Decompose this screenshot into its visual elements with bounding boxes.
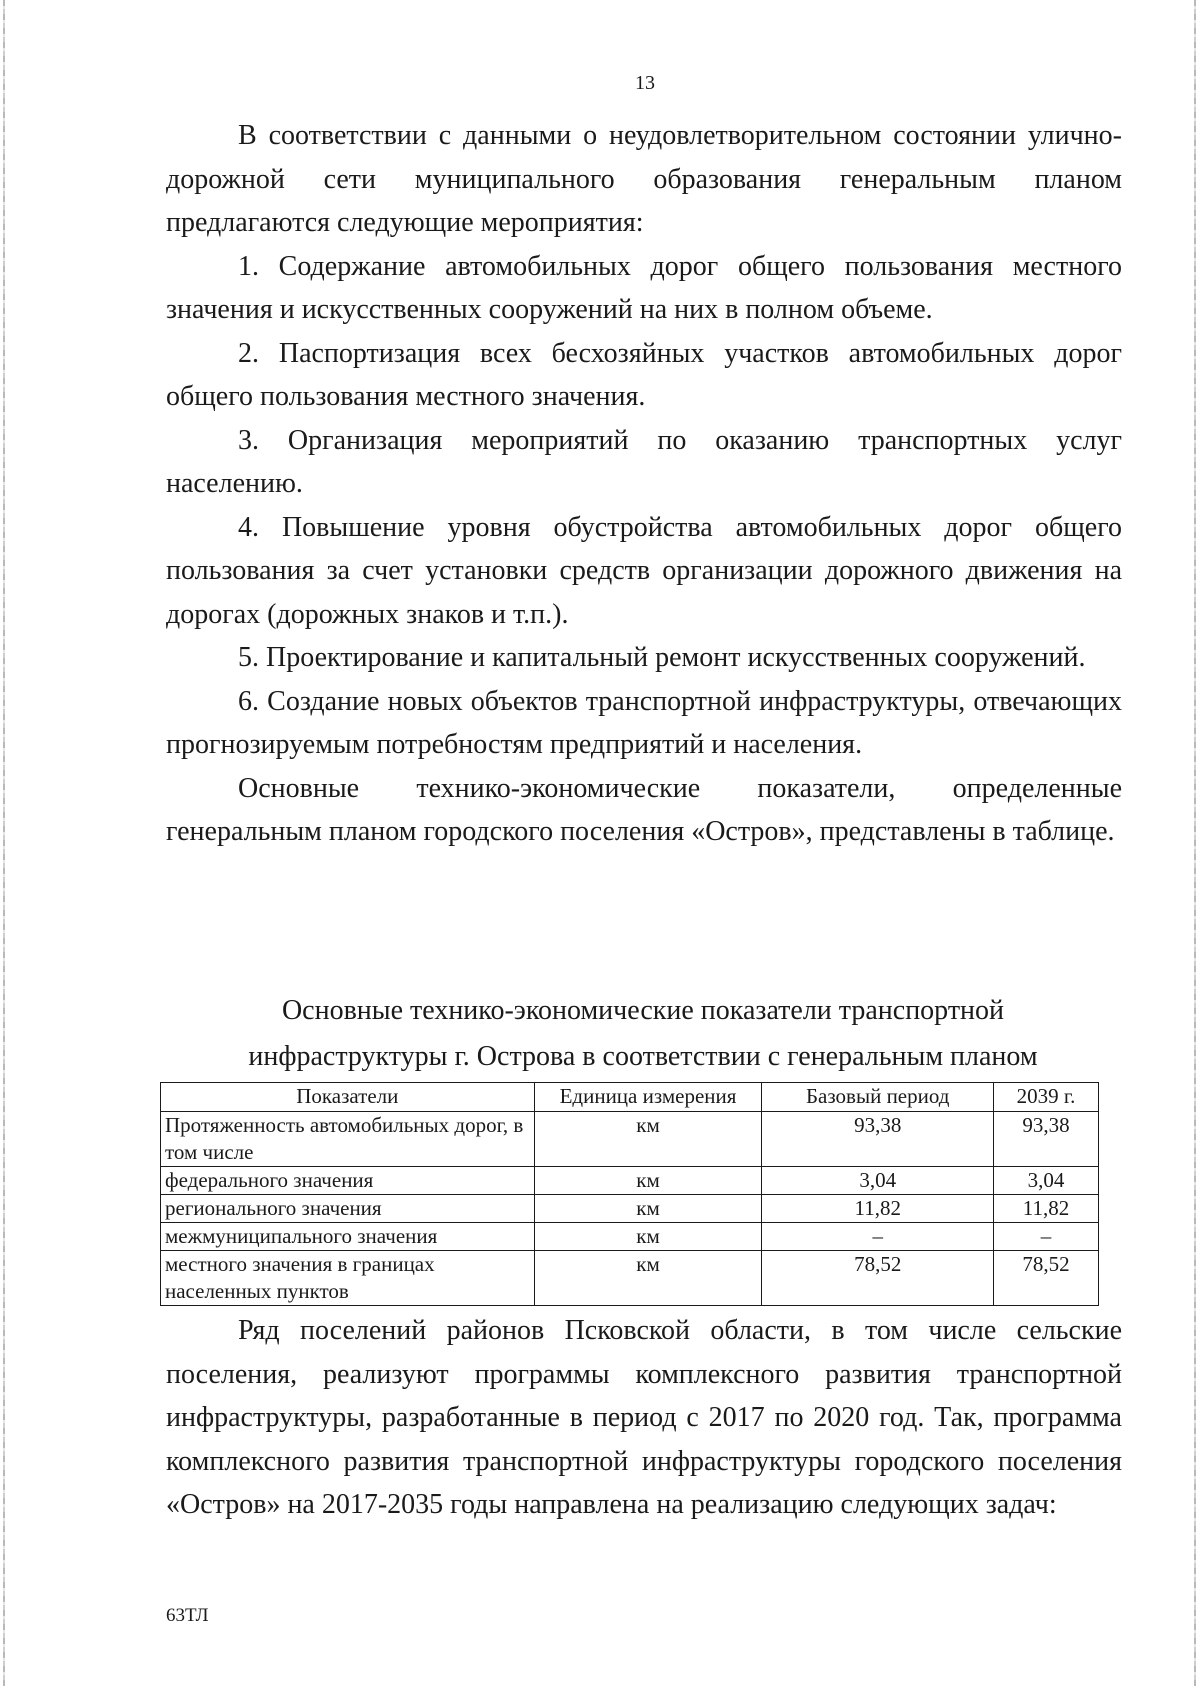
cell-2039: 3,04 [994,1167,1099,1195]
cell-base: 78,52 [762,1251,994,1306]
header-2039: 2039 г. [994,1083,1099,1112]
scan-edge-left [3,0,5,1686]
paragraph-table-reference: Основные технико-экономические показатели, определенные генеральным планом городского поселения «Остров», представлены в таблице. [166,772,1122,847]
paragraph-item-4: 4. Повышение уровня обустройства автомобильных дорог общего пользования за счет установки средств организации дорожного движения на дорогах (дорожных знаков и т.п.). [166,511,1122,630]
scan-edge-right [1194,0,1196,1686]
cell-2039: 11,82 [994,1195,1099,1223]
cell-unit: км [534,1251,762,1306]
cell-indicator: регионального значения [161,1195,535,1223]
table-row [161,1112,1099,1167]
table-row [161,1223,1099,1251]
body-text-top [166,114,1122,854]
paragraph-item-2: 2. Паспортизация всех бесхозяйных участков автомобильных дорог общего пользования местного значения. [166,337,1122,412]
cell-2039: – [994,1223,1099,1251]
paragraph-item-6: 6. Создание новых объектов транспортной инфраструктуры, отвечающих прогнозируемым потребностям предприятий и населения. [166,685,1122,760]
cell-indicator: межмуниципального значения [161,1223,535,1251]
cell-base: 11,82 [762,1195,994,1223]
cell-indicator: Протяженность автомобильных дорог, в том числе [161,1112,535,1167]
cell-base: 3,04 [762,1167,994,1195]
page-number: 13 [635,72,655,94]
indicators-table [160,1082,1099,1306]
body-text-bottom [166,1309,1122,1527]
table-row [161,1195,1099,1223]
cell-indicator: федерального значения [161,1167,535,1195]
table-row [161,1167,1099,1195]
paragraph-programs: Ряд поселений районов Псковской области, в том числе сельские поселения, реализуют программы комплексного развития транспортной инфраструктуры, разработанные в период с 2017 по 2020 год. Так, программа комплексного развития транспортной инфраструктуры городского поселения «Остров» на 2017-2035 годы направлена на реализацию следующих задач: [166,1315,1122,1520]
table-title-line-1: Основные технико-экономические показатели транспортной [281,995,1005,1026]
cell-unit: км [534,1195,762,1223]
cell-unit: км [534,1167,762,1195]
paragraph-item-5: 5. Проектирование и капитальный ремонт искусственных сооружений. [238,642,1086,673]
cell-unit: км [534,1223,762,1251]
header-indicators: Показатели [161,1083,535,1112]
paragraph-item-1: 1. Содержание автомобильных дорог общего пользования местного значения и искусственных сооружений на них в полном объеме. [166,250,1122,325]
paragraph-intro: В соответствии с данными о неудовлетворительном состоянии улично-дорожной сети муниципального образования генеральным планом предлагаются следующие мероприятия: [166,120,1122,238]
paragraph-item-3: 3. Организация мероприятий по оказанию транспортных услуг населению. [166,424,1122,499]
cell-unit: км [534,1112,762,1167]
cell-2039: 78,52 [994,1251,1099,1306]
header-unit: Единица измерения [534,1083,762,1112]
table-row [161,1251,1099,1306]
cell-2039: 93,38 [994,1112,1099,1167]
header-base-period: Базовый период [762,1083,994,1112]
cell-base: 93,38 [762,1112,994,1167]
document-code: 63ТЛ [166,1605,209,1626]
table-title-line-2: инфраструктуры г. Острова в соответствии с генеральным планом [248,1041,1038,1072]
table-title [160,988,1126,1080]
table-header-row [161,1083,1099,1112]
cell-base: – [762,1223,994,1251]
cell-indicator: местного значения в границах населенных пунктов [161,1251,535,1306]
